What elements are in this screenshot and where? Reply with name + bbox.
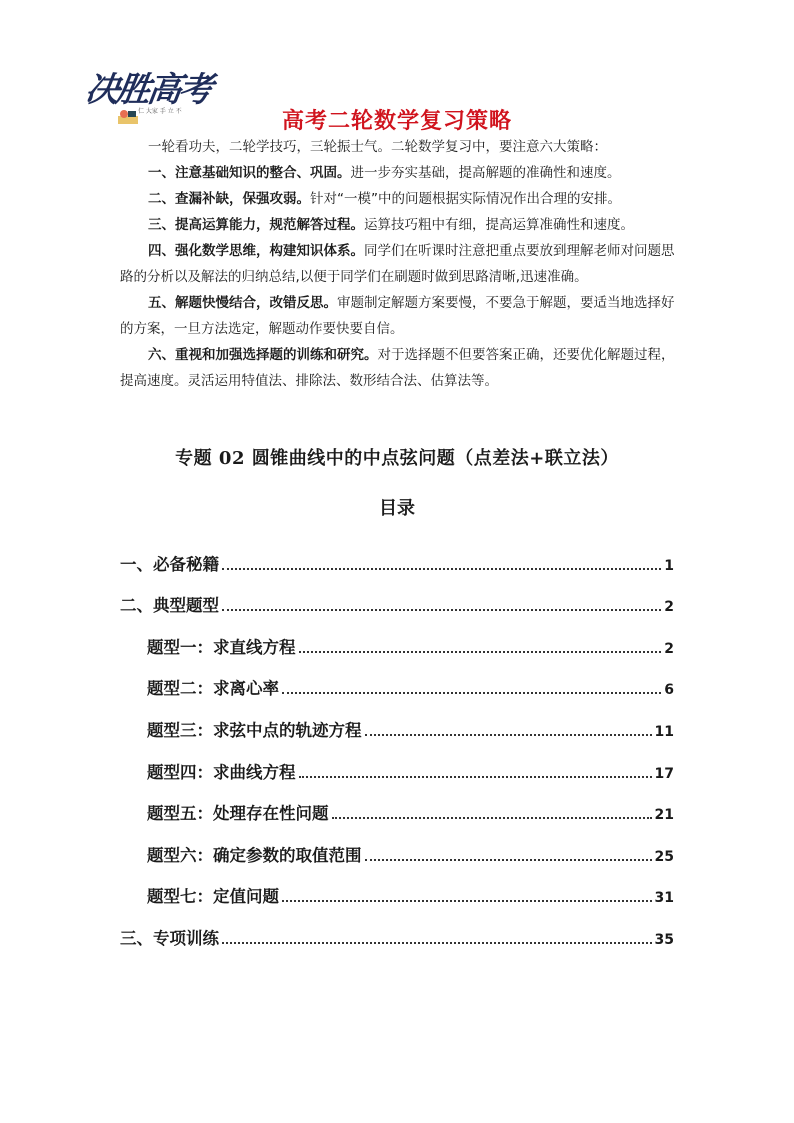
topic-title: 专题 02 圆锥曲线中的中点弦问题（点差法+联立法） [175, 448, 619, 469]
toc-page-number: 17 [654, 765, 674, 782]
toc-entry[interactable]: 三、专项训练 35 [120, 928, 674, 948]
toc-leader [282, 691, 661, 694]
toc-page-number: 35 [654, 931, 674, 948]
toc-subentry[interactable]: 题型五：处理存在性问题 21 [147, 804, 674, 824]
intro-paragraph: 一轮看功夫，二轮学技巧，三轮振士气。二轮数学复习中，要注意六大策略： [148, 139, 607, 155]
toc-leader [299, 650, 662, 653]
toc-page-number: 21 [654, 807, 674, 824]
toc-page-number: 31 [654, 890, 674, 907]
strategy-item-2: 二、查漏补缺，保强攻弱。针对“一模”中的问题根据实际情况作出合理的安排。 [148, 191, 621, 207]
strategy-item-3: 三、提高运算能力，规范解答过程。运算技巧粗中有细，提高运算准确性和速度。 [148, 217, 634, 233]
toc-subentry[interactable]: 题型七：定值问题 31 [147, 887, 674, 907]
toc-leader [365, 858, 652, 861]
toc-page-number: 25 [654, 848, 674, 865]
strategy-intro [120, 134, 680, 394]
toc-leader [332, 816, 652, 819]
page-title: 高考二轮数学复习策略 [281, 109, 512, 134]
strategy-item-5: 五、解题快慢结合，改错反思。审题制定解题方案要慢，不要急于解题，要适当地选择好的方案，一旦方法选定，解题动作要快要自信。 [120, 295, 675, 337]
toc-subentry[interactable]: 题型四：求曲线方程 17 [147, 762, 674, 782]
toc-leader [222, 941, 652, 944]
logo-text: 决胜高考 [82, 70, 213, 110]
strategy-item-1: 一、注意基础知识的整合、巩固。进一步夯实基础，提高解题的准确性和速度。 [148, 165, 621, 181]
table-of-contents [120, 533, 674, 949]
toc-page-number: 6 [664, 682, 674, 699]
toc-subentry[interactable]: 题型一：求直线方程 2 [147, 637, 674, 657]
toc-page-number: 2 [664, 640, 674, 657]
toc-subentry[interactable]: 题型三：求弦中点的轨迹方程 11 [147, 720, 674, 740]
strategy-item-6: 六、重视和加强选择题的训练和研究。对于选择题不但要答案正确，还要优化解题过程，提高速度。灵活运用特值法、排除法、数形结合法、估算法等。 [120, 347, 675, 389]
toc-subentry[interactable]: 题型六：确定参数的取值范围 25 [147, 845, 674, 865]
toc-heading: 目录 [379, 498, 415, 519]
toc-leader [299, 775, 652, 778]
toc-leader [222, 567, 661, 570]
logo-subtext: 仁 大家 手 立 不 [138, 108, 182, 115]
toc-page-number: 2 [664, 599, 674, 616]
toc-leader [282, 899, 652, 902]
toc-entry[interactable]: 二、典型题型 2 [120, 596, 674, 616]
toc-leader [365, 733, 652, 736]
strategy-item-4: 四、强化数学思维，构建知识体系。同学们在听课时注意把重点要放到理解老师对问题思路的分析以及解法的归纳总结,以便于同学们在刷题时做到思路清晰,迅速准确。 [120, 243, 675, 285]
toc-page-number: 1 [664, 557, 674, 574]
toc-subentry[interactable]: 题型二：求离心率 6 [147, 679, 674, 699]
toc-entry[interactable]: 一、必备秘籍 1 [120, 554, 674, 574]
toc-leader [222, 608, 661, 611]
toc-page-number: 11 [654, 723, 674, 740]
